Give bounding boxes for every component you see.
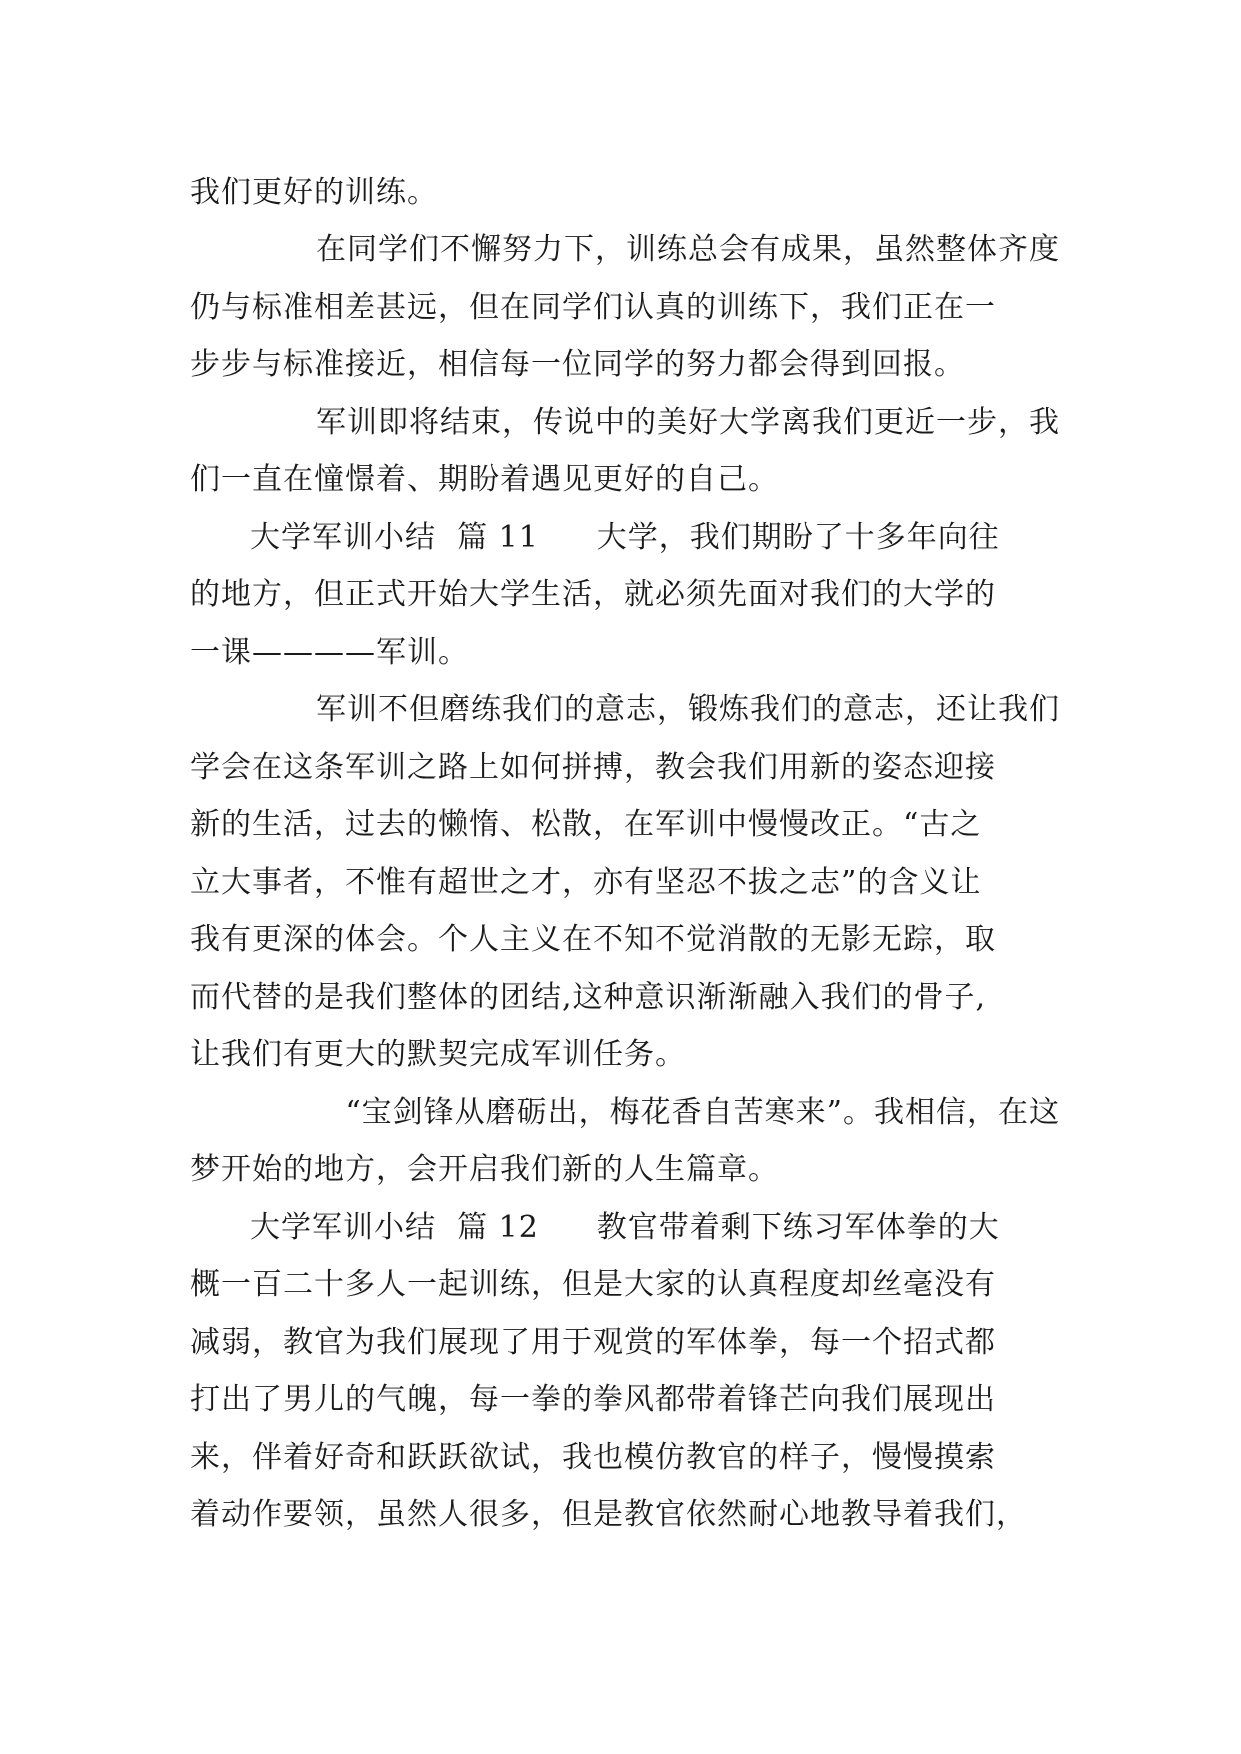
text-line: 概一百二十多人一起训练，但是大家的认真程度却丝毫没有 (190, 1267, 996, 1303)
body-text (190, 160, 1060, 1540)
text-line: 立大事者，不惟有超世之才，亦有坚忍不拔之志”的含义让 (190, 864, 982, 900)
text-line: 的地方，但正式开始大学生活，就必须先面对我们的大学的 (190, 577, 996, 613)
text-line: 仍与标准相差甚远，但在同学们认真的训练下，我们正在一 (190, 289, 996, 325)
text-line (190, 390, 1060, 448)
text-line (190, 218, 1060, 276)
text-line: 们一直在憧憬着、期盼着遇见更好的自己。 (190, 462, 779, 498)
text-line: 步步与标准接近，相信每一位同学的努力都会得到回报。 (190, 347, 965, 383)
text-line-content: 军训不但磨练我们的意志，锻炼我们的意志，还让我们 (316, 692, 1060, 728)
text-line-content: 大学，我们期盼了十多年向往 (596, 519, 1000, 555)
section-heading-line (190, 1195, 1060, 1253)
text-line: 着动作要领，虽然人很多，但是教官依然耐心地教导着我们， (190, 1497, 1027, 1533)
text-line: 而代替的是我们整体的团结,这种意识渐渐融入我们的骨子, (190, 979, 987, 1015)
section-heading-line (190, 505, 1060, 563)
text-line: 我们更好的训练。 (190, 174, 438, 210)
text-line: 新的生活，过去的懒惰、松散，在军训中慢慢改正。“古之 (190, 807, 982, 843)
text-line-content: 军训即将结束，传说中的美好大学离我们更近一步，我 (316, 404, 1060, 440)
text-line-content: “宝剑锋从磨砺出，梅花香自苦寒来”。我相信，在这 (345, 1094, 1060, 1130)
text-line-content: 在同学们不懈努力下，训练总会有成果，虽然整体齐度 (316, 232, 1060, 268)
text-line: 我有更深的体会。个人主义在不知不觉消散的无影无踪，取 (190, 922, 996, 958)
text-line: 梦开始的地方，会开启我们新的人生篇章。 (190, 1152, 779, 1188)
section-heading: 大学军训小结 篇 11 (250, 519, 539, 555)
text-line: 打出了男儿的气魄，每一拳的拳风都带着锋芒向我们展现出 (190, 1382, 996, 1418)
section-heading: 大学军训小结 篇 12 (250, 1209, 539, 1245)
text-line: 一课————军训。 (190, 634, 469, 670)
text-line (190, 678, 1060, 736)
text-line: 减弱，教官为我们展现了用于观赏的军体拳，每一个招式都 (190, 1324, 996, 1360)
text-line: 来，伴着好奇和跃跃欲试，我也模仿教官的样子，慢慢摸索 (190, 1439, 996, 1475)
text-line-content: 教官带着剩下练习军体拳的大 (596, 1209, 1000, 1245)
text-line: 让我们有更大的默契完成军训任务。 (190, 1037, 686, 1073)
text-line (190, 1080, 1060, 1138)
text-line: 学会在这条军训之路上如何拼搏，教会我们用新的姿态迎接 (190, 749, 996, 785)
